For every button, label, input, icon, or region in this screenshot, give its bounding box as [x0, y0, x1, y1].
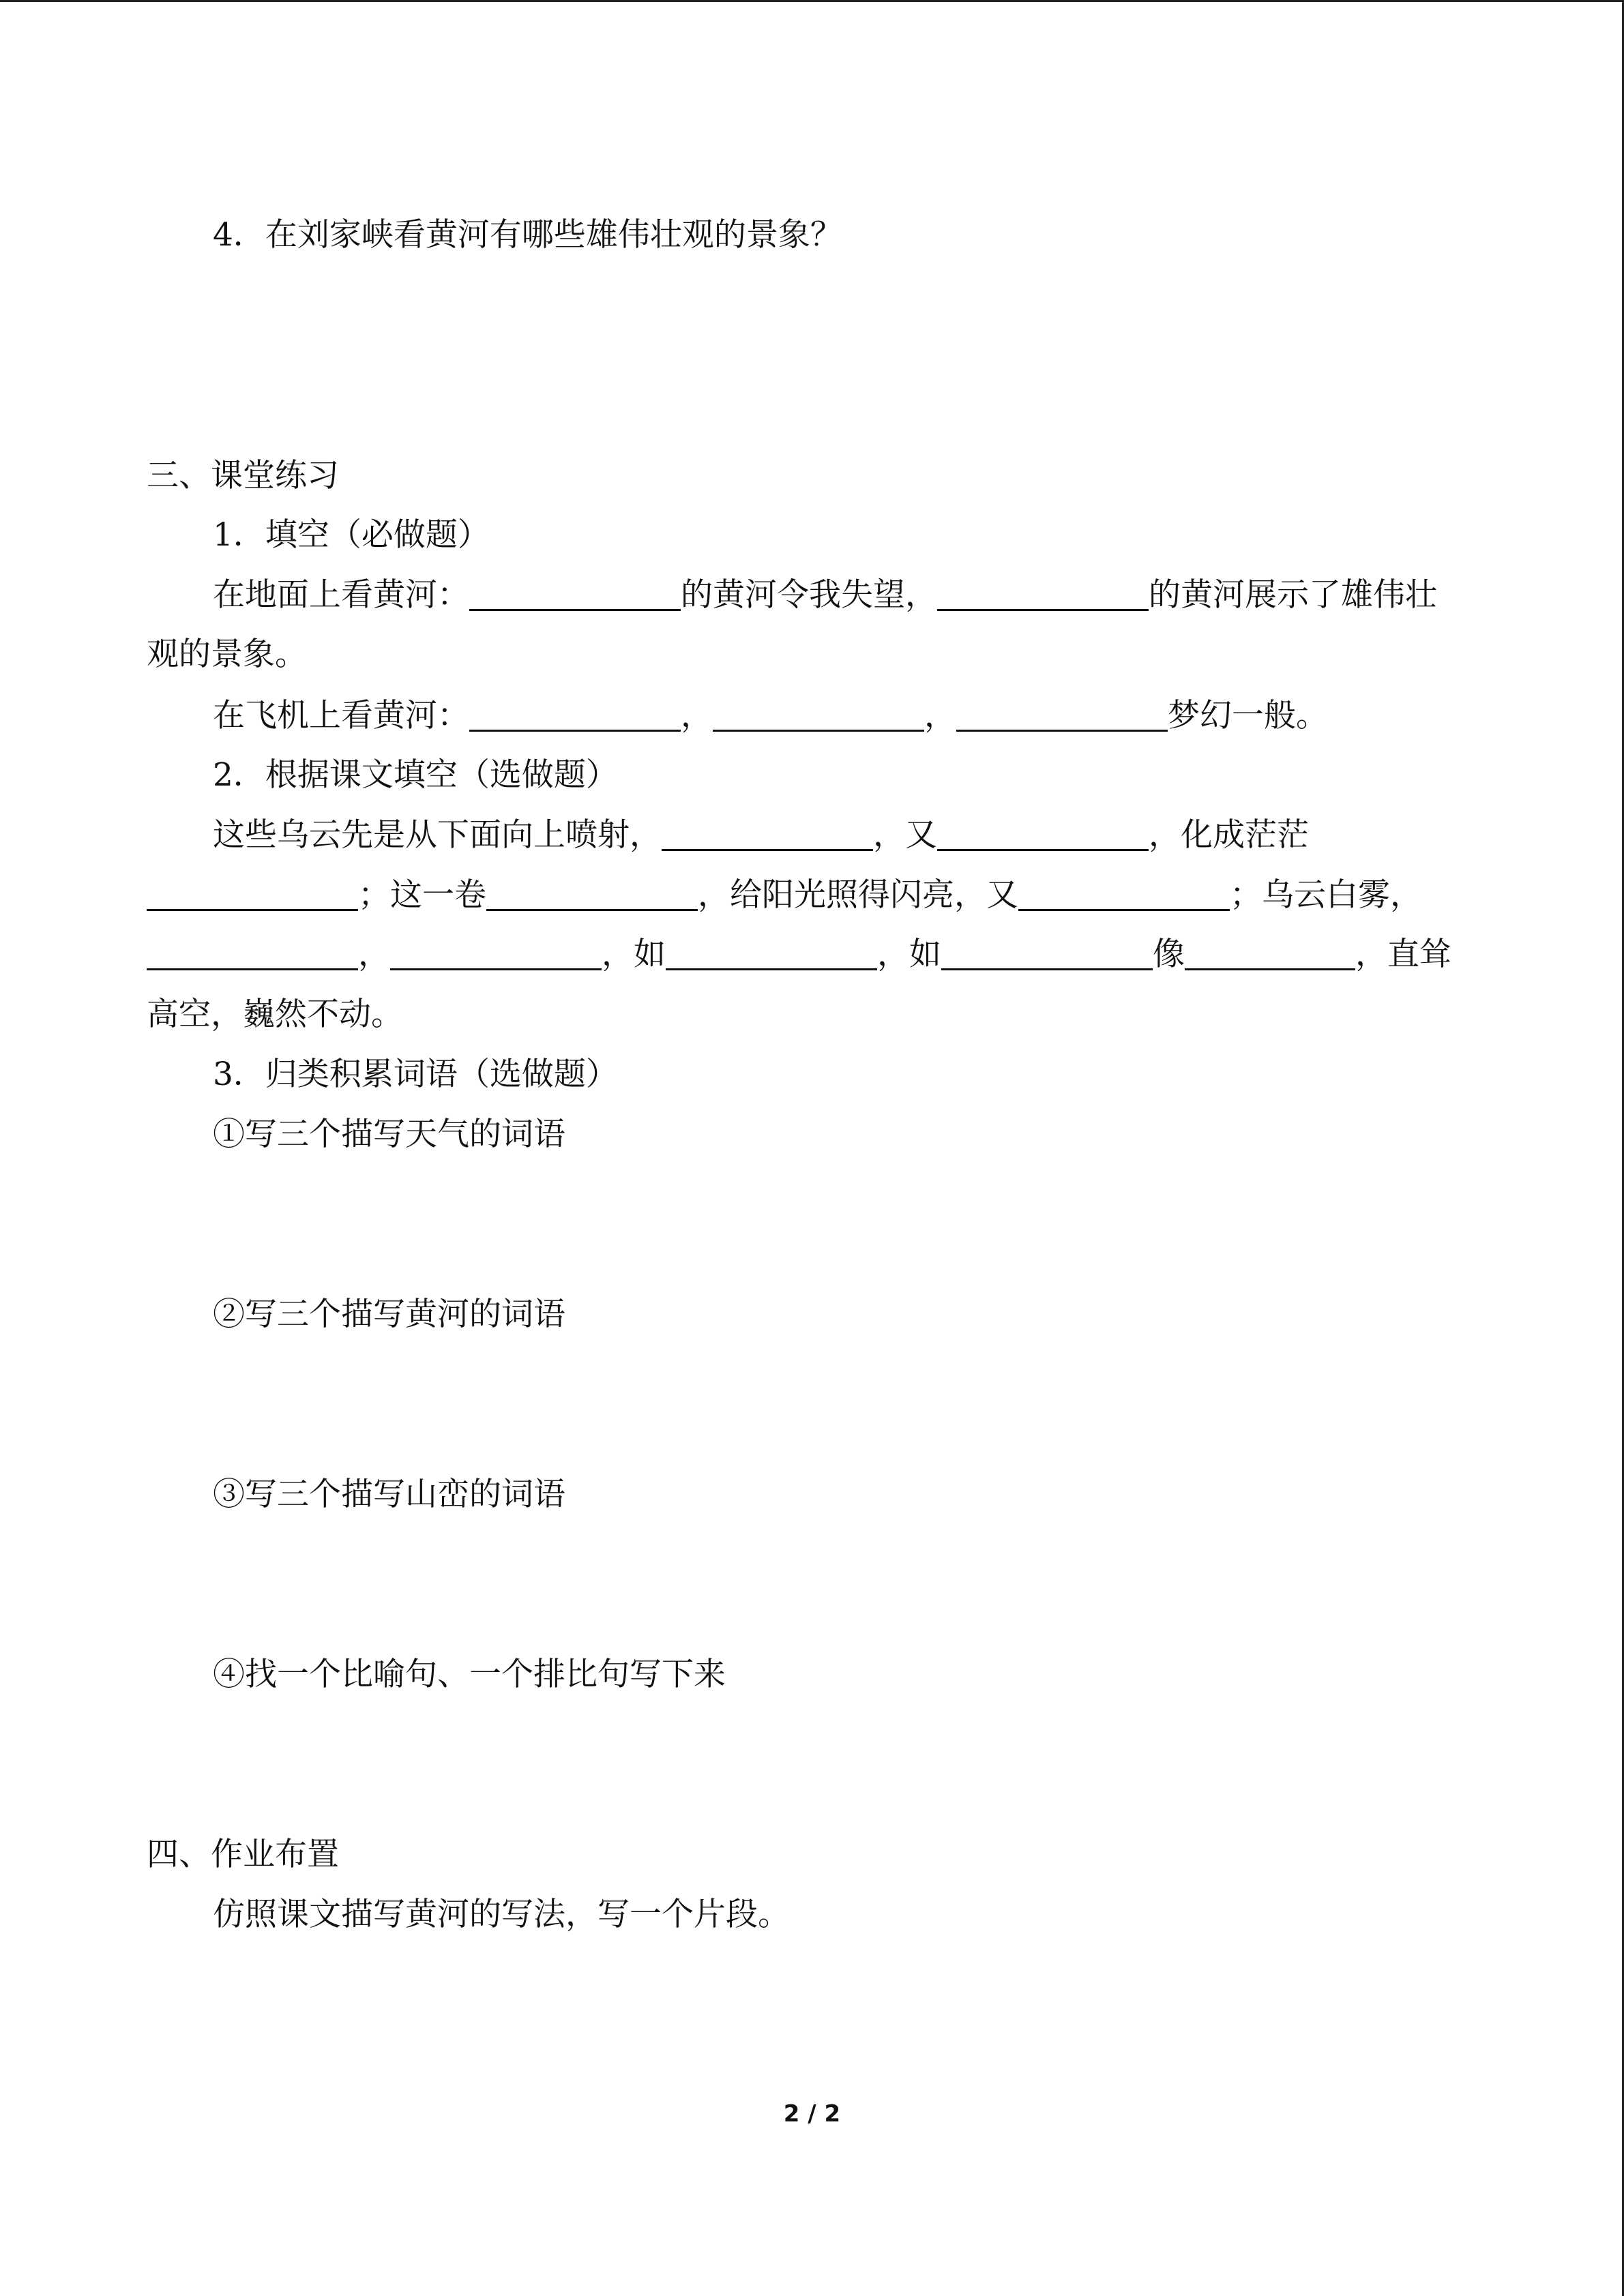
blank[interactable]: [956, 697, 1168, 732]
blank[interactable]: [937, 576, 1149, 611]
section-4-heading: 四、作业布置: [147, 1836, 339, 1873]
item-2-title: 2．根据课文填空（选做题）: [213, 756, 618, 794]
blank[interactable]: [713, 697, 924, 732]
paragraph-line-3: ， ，如 ，如 像 ，直耸: [147, 934, 1451, 975]
section-3-heading: 三、课堂练习: [147, 457, 339, 494]
question-4: 4．在刘家峡看黄河有哪些雄伟壮观的景象？: [213, 216, 842, 254]
blank[interactable]: [390, 936, 602, 970]
blank[interactable]: [662, 816, 873, 851]
blank[interactable]: [937, 816, 1149, 851]
paragraph-line-4: 高空，巍然不动。: [147, 996, 403, 1033]
fill-line-1-cont: 观的景象。: [147, 636, 307, 673]
blank[interactable]: [469, 697, 681, 732]
blank[interactable]: [941, 936, 1153, 970]
sub-question-3: ③写三个描写山峦的词语: [213, 1476, 565, 1513]
fill-line-2: 在飞机上看黄河： ， ， 梦幻一般。: [213, 697, 1328, 734]
sub-question-2: ②写三个描写黄河的词语: [213, 1296, 565, 1333]
blank[interactable]: [147, 936, 358, 970]
sub-question-1: ①写三个描写天气的词语: [213, 1116, 565, 1153]
blank[interactable]: [1185, 936, 1355, 970]
sub-question-4: ④找一个比喻句、一个排比句写下来: [213, 1656, 726, 1693]
paragraph-line-2: ；这一卷 ，给阳光照得闪亮，又 ；乌云白雾，: [147, 875, 1422, 916]
fill-line-1: 在地面上看黄河： 的黄河令我失望， 的黄河展示了雄伟壮: [213, 576, 1437, 614]
item-3-title: 3．归类积累词语（选做题）: [213, 1056, 618, 1093]
document-page: [147, 0, 1477, 2296]
paragraph-line-1: 这些乌云先是从下面向上喷射， ，又 ，化成茫茫: [213, 816, 1309, 854]
blank[interactable]: [1018, 876, 1230, 911]
blank[interactable]: [147, 876, 358, 911]
blank[interactable]: [486, 876, 698, 911]
item-1-title: 1．填空（必做题）: [213, 516, 490, 554]
blank[interactable]: [666, 936, 877, 970]
homework-task: 仿照课文描写黄河的写法，写一个片段。: [213, 1896, 790, 1933]
page-number: 2 / 2: [783, 2100, 841, 2128]
blank[interactable]: [469, 576, 681, 611]
